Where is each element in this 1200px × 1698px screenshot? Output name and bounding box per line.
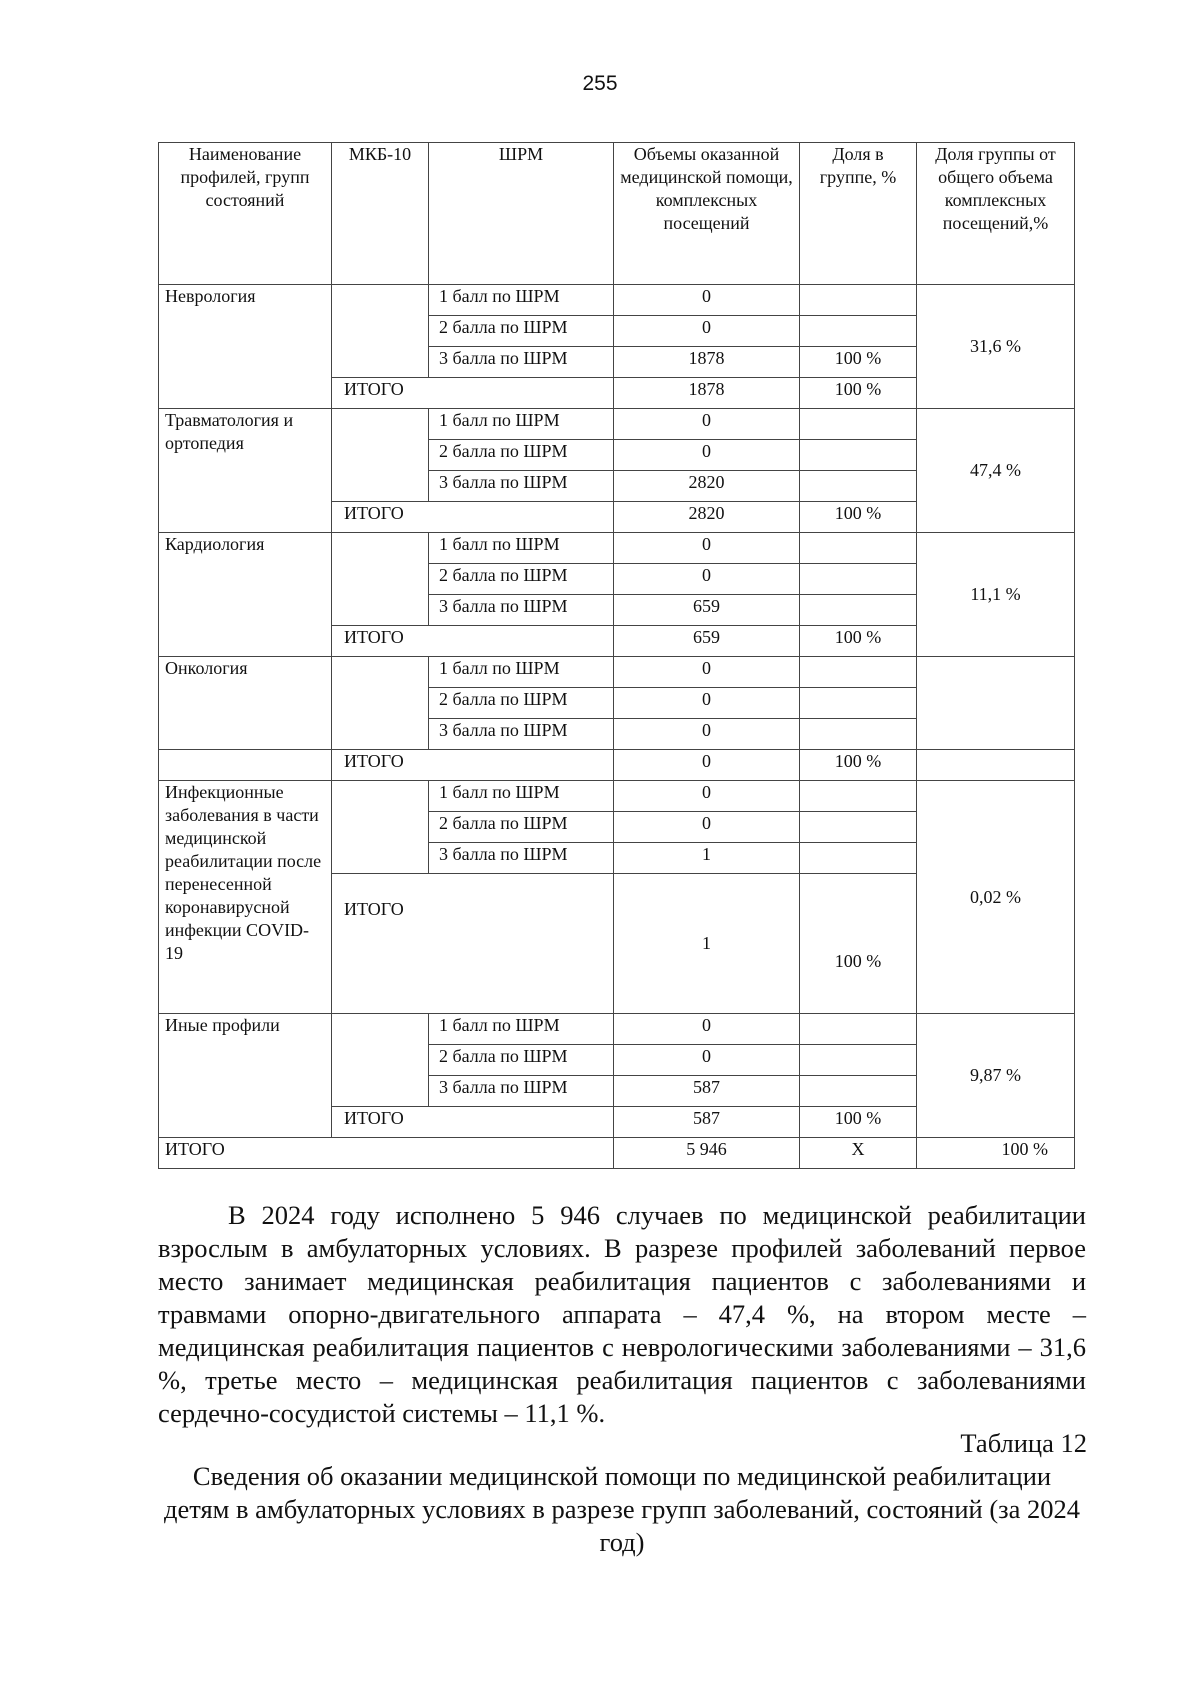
share-cell: 100 % — [800, 347, 917, 378]
share-cell: 100 % — [800, 502, 917, 533]
shrm-label: 2 балла по ШРМ — [429, 440, 614, 471]
shrm-label: 1 балл по ШРМ — [429, 409, 614, 440]
itogo-label: ИТОГО — [332, 626, 614, 657]
share-cell: 100 % — [800, 750, 917, 781]
volume-cell: 0 — [614, 533, 800, 564]
share-cell — [800, 1045, 917, 1076]
share-cell — [800, 285, 917, 316]
mkb-cell — [332, 285, 429, 378]
volume-cell: 0 — [614, 285, 800, 316]
shrm-label: 2 балла по ШРМ — [429, 812, 614, 843]
share-cell: 100 % — [800, 1107, 917, 1138]
grand-total-share: Х — [800, 1138, 917, 1169]
shrm-label: 3 балла по ШРМ — [429, 719, 614, 750]
share-cell — [800, 781, 917, 812]
share-cell — [800, 409, 917, 440]
share-cell — [800, 812, 917, 843]
subtotal-row — [159, 750, 1075, 781]
table-number: Таблица 12 — [960, 1428, 1087, 1458]
mkb-cell — [332, 409, 429, 502]
itogo-label: ИТОГО — [332, 502, 614, 533]
table-row — [159, 657, 1075, 688]
shrm-label: 1 балл по ШРМ — [429, 657, 614, 688]
group-name: Неврология — [159, 285, 332, 409]
group-share-cell — [917, 750, 1075, 781]
header-mkb: МКБ-10 — [332, 143, 429, 285]
share-cell — [800, 719, 917, 750]
volume-cell: 0 — [614, 781, 800, 812]
header-share: Доля в группе, % — [800, 143, 917, 285]
volume-cell: 0 — [614, 657, 800, 688]
rehab-table — [158, 142, 1075, 1169]
header-group-share: Доля группы от общего объема комплексных посещений,% — [917, 143, 1075, 285]
itogo-label: ИТОГО — [332, 1107, 614, 1138]
group-share-cell: 47,4 % — [917, 409, 1075, 533]
volume-cell: 0 — [614, 1014, 800, 1045]
shrm-label: 2 балла по ШРМ — [429, 316, 614, 347]
shrm-label: 3 балла по ШРМ — [429, 595, 614, 626]
table-row — [159, 533, 1075, 564]
volume-cell: 2820 — [614, 471, 800, 502]
grand-total-volume: 5 946 — [614, 1138, 800, 1169]
mkb-cell — [332, 657, 429, 750]
share-cell — [800, 688, 917, 719]
volume-cell: 0 — [614, 688, 800, 719]
share-cell — [800, 1076, 917, 1107]
shrm-label: 1 балл по ШРМ — [429, 285, 614, 316]
volume-cell: 1 — [614, 874, 800, 1014]
volume-cell: 0 — [614, 409, 800, 440]
volume-cell: 0 — [614, 812, 800, 843]
shrm-label: 2 балла по ШРМ — [429, 564, 614, 595]
shrm-label: 3 балла по ШРМ — [429, 843, 614, 874]
share-cell — [800, 316, 917, 347]
group-name: Травматология и ортопедия — [159, 409, 332, 533]
volume-cell: 0 — [614, 564, 800, 595]
mkb-cell — [332, 533, 429, 626]
shrm-label: 3 балла по ШРМ — [429, 471, 614, 502]
itogo-label: ИТОГО — [332, 750, 614, 781]
volume-cell: 659 — [614, 626, 800, 657]
page-number: 255 — [582, 72, 618, 95]
mkb-cell — [332, 781, 429, 874]
volume-cell: 0 — [614, 316, 800, 347]
volume-cell: 2820 — [614, 502, 800, 533]
table-row — [159, 285, 1075, 316]
volume-cell: 587 — [614, 1076, 800, 1107]
share-cell: 100 % — [800, 874, 917, 1014]
grand-total-row — [159, 1138, 1075, 1169]
share-cell — [800, 564, 917, 595]
share-cell — [800, 471, 917, 502]
volume-cell: 587 — [614, 1107, 800, 1138]
share-cell — [800, 440, 917, 471]
volume-cell: 0 — [614, 1045, 800, 1076]
group-name: Инфекционные заболевания в части медицинской реабилитации после перенесенной коронавирусной инфекции COVID-19 — [159, 781, 332, 1014]
share-cell: 100 % — [800, 626, 917, 657]
header-shrm: ШРМ — [429, 143, 614, 285]
table-row — [159, 409, 1075, 440]
table-row — [159, 781, 1075, 812]
volume-cell: 1878 — [614, 378, 800, 409]
volume-cell: 0 — [614, 750, 800, 781]
volume-cell: 0 — [614, 440, 800, 471]
share-cell — [800, 533, 917, 564]
body-paragraph: В 2024 году исполнено 5 946 случаев по медицинской реабилитации взрослым в амбулаторных условиях. В разрезе профилей заболеваний первое место занимает медицинская реабилитация пациентов с заболеваниями и травмами опорно-двигательного аппарата – 47,4 %, на втором месте – медицинская реабилитация пациентов с неврологическими заболеваниями – 31,6 %, третье место – медицинская реабилитация пациентов с заболеваниями сердечно-сосудистой системы – 11,1 %. — [158, 1200, 1086, 1428]
share-cell — [800, 1014, 917, 1045]
group-name: Онкология — [159, 657, 332, 750]
share-cell — [800, 657, 917, 688]
header-volume: Объемы оказанной медицинской помощи, комплексных посещений — [614, 143, 800, 285]
shrm-label: 3 балла по ШРМ — [429, 347, 614, 378]
mkb-cell — [332, 1014, 429, 1107]
group-name: Кардиология — [159, 533, 332, 657]
share-cell: 100 % — [800, 378, 917, 409]
volume-cell: 0 — [614, 719, 800, 750]
grand-total-label: ИТОГО — [159, 1138, 614, 1169]
share-cell — [800, 595, 917, 626]
volume-cell: 1878 — [614, 347, 800, 378]
volume-cell: 659 — [614, 595, 800, 626]
shrm-label: 1 балл по ШРМ — [429, 533, 614, 564]
table-caption: Сведения об оказании медицинской помощи по медицинской реабилитации детям в амбулаторных условиях в разрезе групп заболеваний, состояний (за 2024 год) — [163, 1461, 1080, 1557]
group-name — [159, 750, 332, 781]
group-share-cell — [917, 657, 1075, 750]
header-name: Наименование профилей, групп состояний — [159, 143, 332, 285]
shrm-label: 2 балла по ШРМ — [429, 1045, 614, 1076]
itogo-label: ИТОГО — [332, 874, 614, 1014]
table-header-row — [159, 143, 1075, 285]
group-share-cell: 31,6 % — [917, 285, 1075, 409]
share-cell — [800, 843, 917, 874]
group-name: Иные профили — [159, 1014, 332, 1138]
itogo-label: ИТОГО — [332, 378, 614, 409]
table-row — [159, 1014, 1075, 1045]
group-share-cell: 9,87 % — [917, 1014, 1075, 1138]
grand-total-group-share: 100 % — [917, 1138, 1075, 1169]
shrm-label: 1 балл по ШРМ — [429, 1014, 614, 1045]
group-share-cell: 0,02 % — [917, 781, 1075, 1014]
shrm-label: 1 балл по ШРМ — [429, 781, 614, 812]
shrm-label: 2 балла по ШРМ — [429, 688, 614, 719]
group-share-cell: 11,1 % — [917, 533, 1075, 657]
shrm-label: 3 балла по ШРМ — [429, 1076, 614, 1107]
volume-cell: 1 — [614, 843, 800, 874]
